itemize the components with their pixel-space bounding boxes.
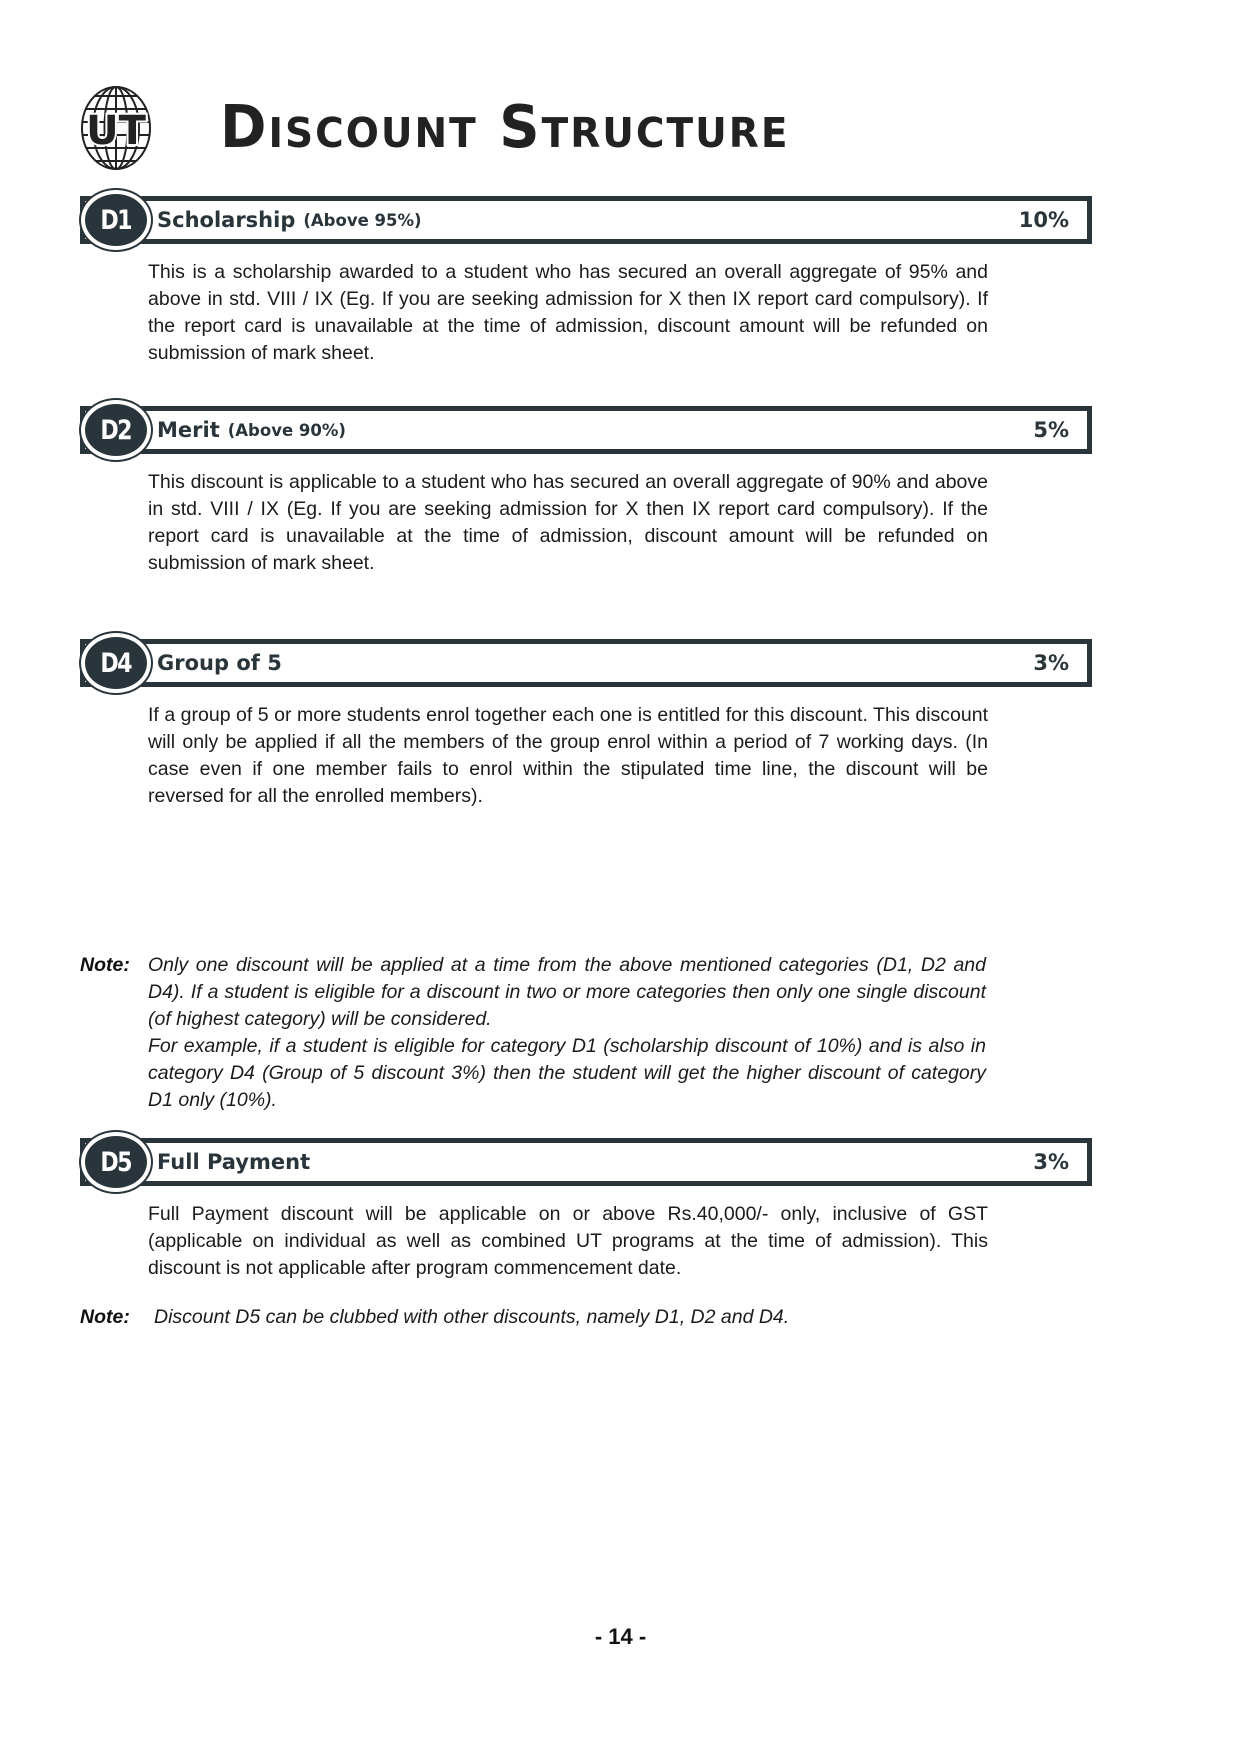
section-d4-group-of-5 bbox=[0, 639, 1241, 810]
section-body-d2: This discount is applicable to a student who has secured an overall aggregate of 90% and above in std. VIII / IX (Eg. If you are seeking admission for X then IX report card compulsory). If the report card is unavailable at the time of admission, discount amount will be refunded on submission of mark sheet. bbox=[148, 471, 988, 574]
document-header bbox=[0, 0, 1241, 172]
badge-d5 bbox=[81, 1132, 151, 1192]
section-body-d1: This is a scholarship awarded to a student who has secured an overall aggregate of 95% and above in std. VIII / IX (Eg. If you are seeking admission for X then IX report card compulsory). If the report card is unavailable at the time of admission, discount amount will be refunded on submission of mark sheet. bbox=[148, 261, 988, 364]
section-title-d4: Group of 5 bbox=[157, 651, 282, 675]
note1-label: Note: bbox=[80, 954, 130, 976]
section-header-d2 bbox=[80, 406, 1092, 454]
discount-value-d1: 10% bbox=[1018, 208, 1069, 232]
page-number: - 14 - bbox=[594, 1624, 647, 1649]
section-header-d4 bbox=[80, 639, 1092, 687]
section-header-d1 bbox=[80, 196, 1092, 244]
badge-d4-label: D4 bbox=[100, 647, 132, 679]
badge-d2 bbox=[81, 400, 151, 460]
note-discount-exclusivity bbox=[80, 952, 986, 1114]
note1-body bbox=[148, 952, 986, 1114]
discount-value-d5: 3% bbox=[1033, 1150, 1069, 1174]
note1-paragraph2: For example, if a student is eligible for category D1 (scholarship discount of 10%) and is also in category D4 (Group of 5 discount 3%) then the student will get the higher discount of category D1 only (10%). bbox=[148, 1035, 986, 1111]
section-qualifier-d2: (Above 90%) bbox=[227, 420, 346, 440]
badge-d2-label: D2 bbox=[100, 414, 132, 446]
section-d5-full-payment bbox=[0, 1138, 1241, 1282]
note-d5-clubbing bbox=[80, 1304, 986, 1331]
note1-paragraph1: Only one discount will be applied at a time from the above mentioned categories (D1, D2 and D4). If a student is eligible for a discount in two or more categories then only one single discount (of highest category) will be considered. bbox=[148, 954, 986, 1030]
section-header-d5 bbox=[80, 1138, 1092, 1186]
section-d1-scholarship bbox=[0, 196, 1241, 367]
discount-value-d2: 5% bbox=[1033, 418, 1069, 442]
badge-d1 bbox=[81, 190, 151, 250]
section-title-d1: Scholarship bbox=[157, 208, 296, 232]
page-title: Discount Structure bbox=[220, 93, 790, 162]
note2-body bbox=[148, 1304, 986, 1331]
section-title-d2: Merit bbox=[157, 418, 220, 442]
note2-label: Note: bbox=[80, 1306, 130, 1328]
ut-globe-logo-icon bbox=[78, 84, 154, 172]
section-body-d4: If a group of 5 or more students enrol together each one is entitled for this discount. This discount will only be applied if all the members of the group enrol within a period of 7 working days. (In case even if one member fails to enrol within the stipulated time line, the discount will be reversed for all the enrolled members). bbox=[148, 704, 988, 807]
badge-d4 bbox=[81, 633, 151, 693]
section-body-d5: Full Payment discount will be applicable on or above Rs.40,000/- only, inclusive of GST (applicable on individual as well as combined UT programs at the time of admission). This discount is not applicable after program commencement date. bbox=[148, 1203, 988, 1279]
logo-text: UT bbox=[86, 108, 146, 154]
section-title-d5: Full Payment bbox=[157, 1150, 311, 1174]
badge-d1-label: D1 bbox=[100, 204, 132, 236]
discount-value-d4: 3% bbox=[1033, 651, 1069, 675]
section-d2-merit bbox=[0, 406, 1241, 577]
badge-d5-label: D5 bbox=[100, 1146, 132, 1178]
section-qualifier-d1: (Above 95%) bbox=[303, 210, 422, 230]
note2-text: Discount D5 can be clubbed with other discounts, namely D1, D2 and D4. bbox=[154, 1306, 790, 1328]
